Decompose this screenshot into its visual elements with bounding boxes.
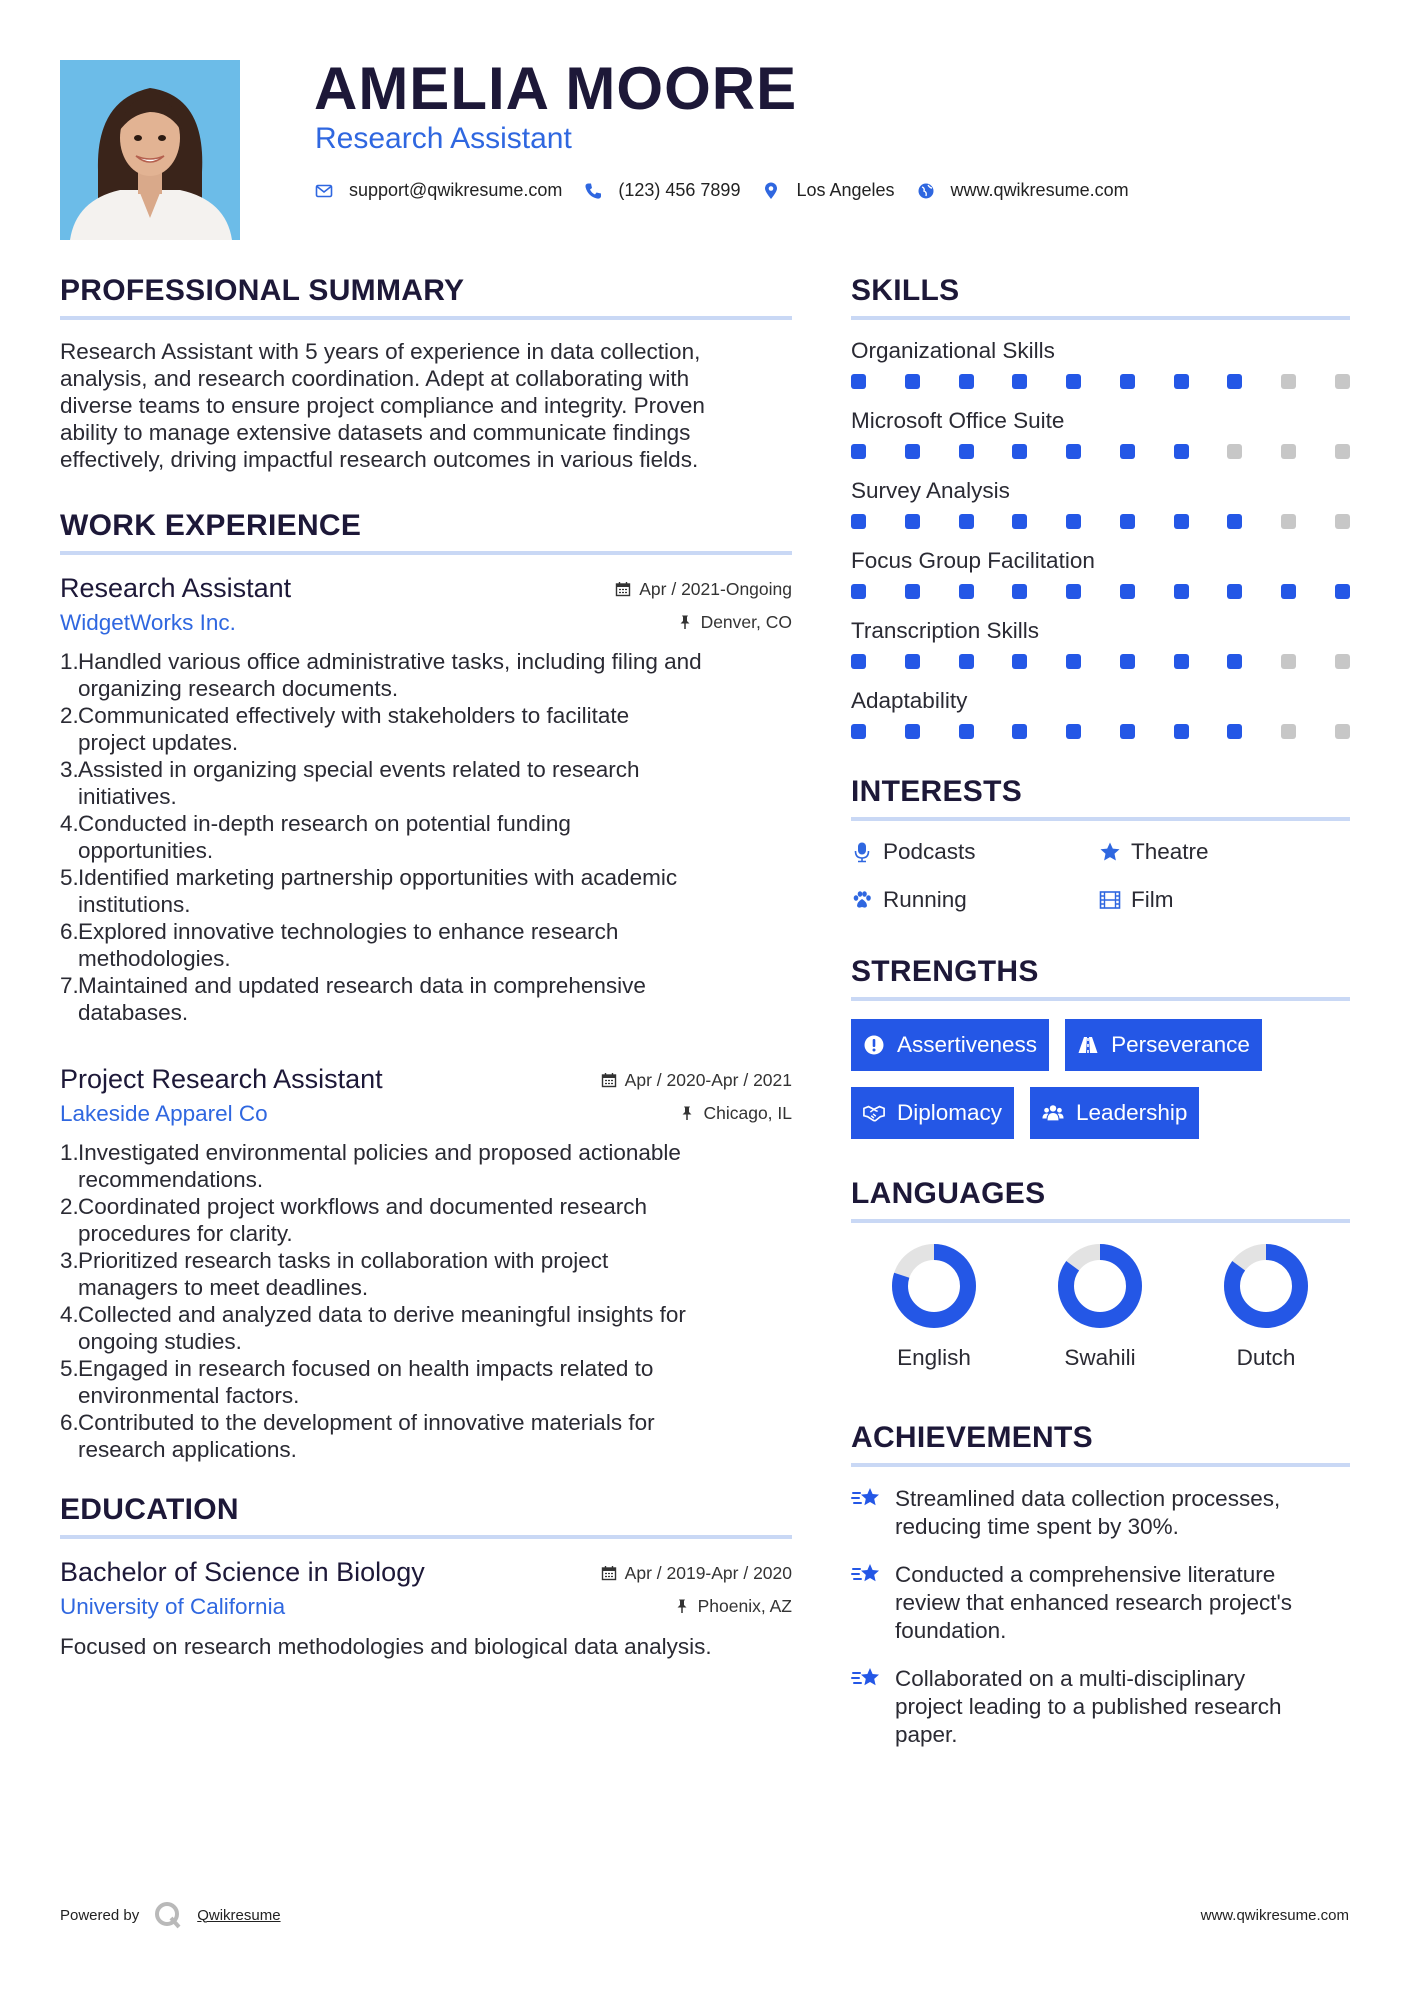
brand-link[interactable]: Qwikresume [197,1906,281,1924]
job-bullet-line: methodologies. [78,946,231,971]
achievement-line: project leading to a published research [895,1694,1282,1719]
skill-dot [1281,374,1296,389]
achievement-line: reducing time spent by 30%. [895,1514,1179,1539]
portrait-illustration [60,60,240,240]
job-bullet-line: recommendations. [78,1167,264,1192]
map-pin-icon [762,182,780,200]
job-bullet [60,1301,792,1355]
achievement-line: Collaborated on a multi-disciplinary [895,1666,1246,1691]
contact-phone[interactable] [584,180,740,201]
skill-dot [1335,514,1350,529]
achievements-list [851,1485,1350,1749]
skill-dot [851,514,866,529]
bullet-number: 5. [60,1356,79,1381]
job-bullet-line: Coordinated project workflows and documented research [78,1194,648,1219]
education-dates-text: Apr / 2019-Apr / 2020 [624,1562,792,1583]
skill-dot [1012,374,1027,389]
education-heading: EDUCATION [60,1493,792,1539]
skill-dot [905,654,920,669]
job-role: Project Research Assistant [60,1064,383,1094]
bullet-number: 2. [60,703,79,728]
education-entry [60,1557,792,1660]
skill-dot [959,514,974,529]
skill-dot [1227,514,1242,529]
skill-name: Focus Group Facilitation [851,548,1095,573]
language-name: English [897,1345,971,1370]
experience-heading: WORK EXPERIENCE [60,509,792,555]
skill-dot [1066,654,1081,669]
film-icon [1099,889,1121,911]
language-item [1183,1241,1349,1371]
contact-bar [315,180,1151,201]
achievement-line: Streamlined data collection processes, [895,1486,1281,1511]
skill-dot [1335,654,1350,669]
skill-dot [1012,724,1027,739]
strength-label: Perseverance [1111,1032,1250,1057]
job-bullet-line: organizing research documents. [78,676,399,701]
language-donut [889,1241,979,1331]
bullet-number: 3. [60,1248,79,1273]
job-company[interactable]: WidgetWorks Inc. [60,610,236,635]
job-bullet-line: research applications. [78,1437,297,1462]
strength-label: Diplomacy [897,1100,1003,1125]
qwikresume-logo-icon [153,1900,183,1930]
skill-dot [1066,444,1081,459]
skill-dot [1012,444,1027,459]
language-item [851,1241,1017,1371]
achievements-heading: ACHIEVEMENTS [851,1421,1350,1467]
job-bullet-line: initiatives. [78,784,177,809]
interest-item [1099,887,1349,913]
skill-dot [851,724,866,739]
job-company[interactable]: Lakeside Apparel Co [60,1101,268,1126]
job-location-text: Chicago, IL [703,1102,792,1123]
bullet-number: 1. [60,649,79,674]
interests-list [851,839,1350,913]
interest-label: Theatre [1131,839,1209,864]
skill-dot [851,654,866,669]
skill-dot [1120,444,1135,459]
job-bullet-line: Engaged in research focused on health impacts related to [78,1356,654,1381]
skill-rating [851,514,1350,529]
languages-heading: LANGUAGES [851,1177,1350,1223]
skill-dot [1012,654,1027,669]
interest-label: Running [883,887,967,912]
job-dates-text: Apr / 2021-Ongoing [639,578,792,599]
skill-item [851,688,1350,739]
skill-item [851,548,1350,599]
skill-dot [1120,514,1135,529]
pushpin-icon [677,614,693,630]
strength-label: Leadership [1076,1100,1188,1125]
achievement-item [851,1561,1350,1645]
job-bullet [60,702,792,756]
achievement-item [851,1665,1350,1749]
skill-item [851,478,1350,529]
microphone-icon [851,841,873,863]
skill-dot [1066,514,1081,529]
job-role: Research Assistant [60,573,292,603]
right-column [851,274,1350,1769]
education-description: Focused on research methodologies and biological data analysis. [60,1634,712,1659]
shooting-star-icon [851,1485,883,1513]
jobs-list [60,573,792,1463]
bullet-number: 5. [60,865,79,890]
bullet-number: 1. [60,1140,79,1165]
skill-dot [1012,514,1027,529]
skill-rating [851,584,1350,599]
job-bullet-line: Assisted in organizing special events related to research [78,757,640,782]
calendar-icon [601,1565,617,1581]
left-column [60,274,792,1690]
job-bullet-line: Investigated environmental policies and proposed actionable [78,1140,681,1165]
job-bullet-line: Communicated effectively with stakeholders to facilitate [78,703,630,728]
summary-heading: PROFESSIONAL SUMMARY [60,274,792,320]
strength-badge [851,1087,1014,1139]
paw-icon [851,889,873,911]
pushpin-icon [674,1598,690,1614]
skill-dot [959,374,974,389]
job-bullets [60,1139,792,1463]
shooting-star-icon [851,1665,883,1693]
skill-dot [1066,374,1081,389]
skill-dot [959,444,974,459]
exclamation-circle-icon [863,1034,885,1056]
achievement-line: paper. [895,1722,958,1747]
job-entry [60,1064,792,1463]
skill-dot [1174,724,1189,739]
summary-line: analysis, and research coordination. Adept at collaborating with [60,366,690,391]
skill-dot [959,724,974,739]
job-bullet-line: managers to meet deadlines. [78,1275,369,1300]
skill-dot [1227,654,1242,669]
education-location-text: Phoenix, AZ [697,1595,792,1616]
job-bullet-line: Contributed to the development of innovative materials for [78,1410,655,1435]
job-bullet-line: Collected and analyzed data to derive meaningful insights for [78,1302,686,1327]
skill-dot [1120,584,1135,599]
skill-dot [1335,444,1350,459]
skill-dot [1174,654,1189,669]
skill-item [851,408,1350,459]
skill-dot [1335,374,1350,389]
job-bullet [60,756,792,810]
achievement-line: foundation. [895,1618,1007,1643]
degree-name: Bachelor of Science in Biology [60,1557,425,1587]
job-location [677,612,792,633]
language-donut [1221,1241,1311,1331]
footer-powered [60,1900,281,1930]
skill-rating [851,724,1350,739]
bullet-number: 4. [60,811,79,836]
skills-list [851,338,1350,739]
skill-dot [1120,654,1135,669]
star-icon [1099,841,1121,863]
contact-location-text: Los Angeles [796,180,895,200]
education-dates [601,1563,792,1584]
job-bullet-line: institutions. [78,892,191,917]
skill-dot [1066,584,1081,599]
skill-dot [851,374,866,389]
strengths-heading: STRENGTHS [851,955,1350,1001]
job-bullet [60,810,792,864]
achievement-line: Conducted a comprehensive literature [895,1562,1276,1587]
language-item [1017,1241,1183,1371]
contact-location [762,180,894,201]
road-icon [1077,1034,1099,1056]
skill-dot [905,514,920,529]
strength-badge [1065,1019,1262,1071]
users-icon [1042,1102,1064,1124]
job-location [679,1103,792,1124]
candidate-title: Research Assistant [315,122,572,155]
language-name: Swahili [1064,1345,1136,1370]
job-bullet [60,1247,792,1301]
job-bullet-line: Explored innovative technologies to enhance research [78,919,619,944]
skill-dot [1281,444,1296,459]
pushpin-icon [679,1105,695,1121]
job-bullet-line: project updates. [78,730,239,755]
job-bullet [60,648,792,702]
bullet-number: 2. [60,1194,79,1219]
phone-icon [584,182,602,200]
skill-dot [1012,584,1027,599]
contact-phone-text: (123) 456 7899 [618,180,741,200]
skill-dot [1227,374,1242,389]
powered-by-text: Powered by [60,1906,140,1924]
job-bullet [60,972,792,1026]
skill-rating [851,444,1350,459]
skill-name: Survey Analysis [851,478,1010,503]
skill-name: Organizational Skills [851,338,1055,363]
skill-dot [905,444,920,459]
bullet-number: 4. [60,1302,79,1327]
globe-icon [917,182,935,200]
job-bullet [60,1355,792,1409]
skill-name: Transcription Skills [851,618,1039,643]
skill-dot [959,654,974,669]
candidate-name: AMELIA MOORE [314,55,798,122]
job-bullet-line: Conducted in-depth research on potential funding [78,811,571,836]
skill-dot [1281,724,1296,739]
job-bullet-line: opportunities. [78,838,214,863]
achievement-item [851,1485,1350,1541]
languages-list [851,1241,1350,1371]
skill-item [851,338,1350,389]
skill-dot [1120,374,1135,389]
skill-dot [905,374,920,389]
skill-dot [1281,584,1296,599]
interest-item [1099,839,1349,865]
summary-line: ability to manage extensive datasets and communicate findings [60,420,691,445]
skill-dot [1174,584,1189,599]
job-entry [60,573,792,1026]
skill-dot [959,584,974,599]
skills-heading: SKILLS [851,274,1350,320]
skill-dot [1227,444,1242,459]
skill-rating [851,654,1350,669]
education-location [674,1596,792,1617]
skill-item [851,618,1350,669]
job-bullet [60,864,792,918]
strength-badge [1030,1087,1199,1139]
job-bullet-line: procedures for clarity. [78,1221,293,1246]
job-dates [615,579,792,600]
strengths-list [851,1019,1350,1139]
language-donut [1055,1241,1145,1331]
skill-dot [905,724,920,739]
skill-dot [851,584,866,599]
job-bullet-line: databases. [78,1000,189,1025]
summary-line: effectively, driving impactful research outcomes in various fields. [60,447,699,472]
job-bullet [60,918,792,972]
handshake-icon [863,1102,885,1124]
interest-label: Podcasts [883,839,976,864]
skill-dot [1335,584,1350,599]
skill-rating [851,374,1350,389]
skill-dot [1120,724,1135,739]
calendar-icon [601,1072,617,1088]
job-dates [601,1070,792,1091]
interest-item [851,887,1099,913]
job-bullet [60,1409,792,1463]
skill-dot [1335,724,1350,739]
interests-heading: INTERESTS [851,775,1350,821]
achievement-line: review that enhanced research project's [895,1590,1293,1615]
summary-line: diverse teams to ensure project compliance and integrity. Proven [60,393,705,418]
contact-email-text: support@qwikresume.com [349,180,563,200]
skill-dot [1281,654,1296,669]
skill-name: Adaptability [851,688,968,713]
skill-dot [1174,444,1189,459]
job-bullet [60,1139,792,1193]
job-bullet-line: Maintained and updated research data in comprehensive [78,973,646,998]
skill-name: Microsoft Office Suite [851,408,1065,433]
school-name[interactable]: University of California [60,1594,286,1619]
contact-website[interactable] [917,180,1129,201]
skill-dot [1227,584,1242,599]
bullet-number: 7. [60,973,79,998]
contact-website-text: www.qwikresume.com [950,180,1129,200]
strength-label: Assertiveness [897,1032,1038,1057]
contact-email[interactable] [315,180,562,201]
language-name: Dutch [1236,1345,1296,1370]
footer-url[interactable]: www.qwikresume.com [1200,1907,1349,1924]
envelope-icon [315,182,333,200]
job-bullet-line: Identified marketing partnership opportunities with academic [78,865,678,890]
bullet-number: 3. [60,757,79,782]
skill-dot [851,444,866,459]
profile-photo [60,60,240,240]
interest-item [851,839,1099,865]
job-bullet [60,1193,792,1247]
summary-text [60,338,792,473]
skill-dot [1174,514,1189,529]
interest-label: Film [1131,887,1174,912]
calendar-icon [615,581,631,597]
skill-dot [1227,724,1242,739]
job-bullet-line: Prioritized research tasks in collaboration with project [78,1248,609,1273]
skill-dot [1174,374,1189,389]
shooting-star-icon [851,1561,883,1589]
job-bullets [60,648,792,1026]
skill-dot [1281,514,1296,529]
summary-line: Research Assistant with 5 years of experience in data collection, [60,339,701,364]
job-bullet-line: environmental factors. [78,1383,300,1408]
job-location-text: Denver, CO [700,611,792,632]
skill-dot [1066,724,1081,739]
skill-dot [905,584,920,599]
job-bullet-line: ongoing studies. [78,1329,242,1354]
job-bullet-line: Handled various office administrative tasks, including filing and [78,649,702,674]
job-dates-text: Apr / 2020-Apr / 2021 [624,1069,792,1090]
strength-badge [851,1019,1049,1071]
bullet-number: 6. [60,1410,79,1435]
bullet-number: 6. [60,919,79,944]
